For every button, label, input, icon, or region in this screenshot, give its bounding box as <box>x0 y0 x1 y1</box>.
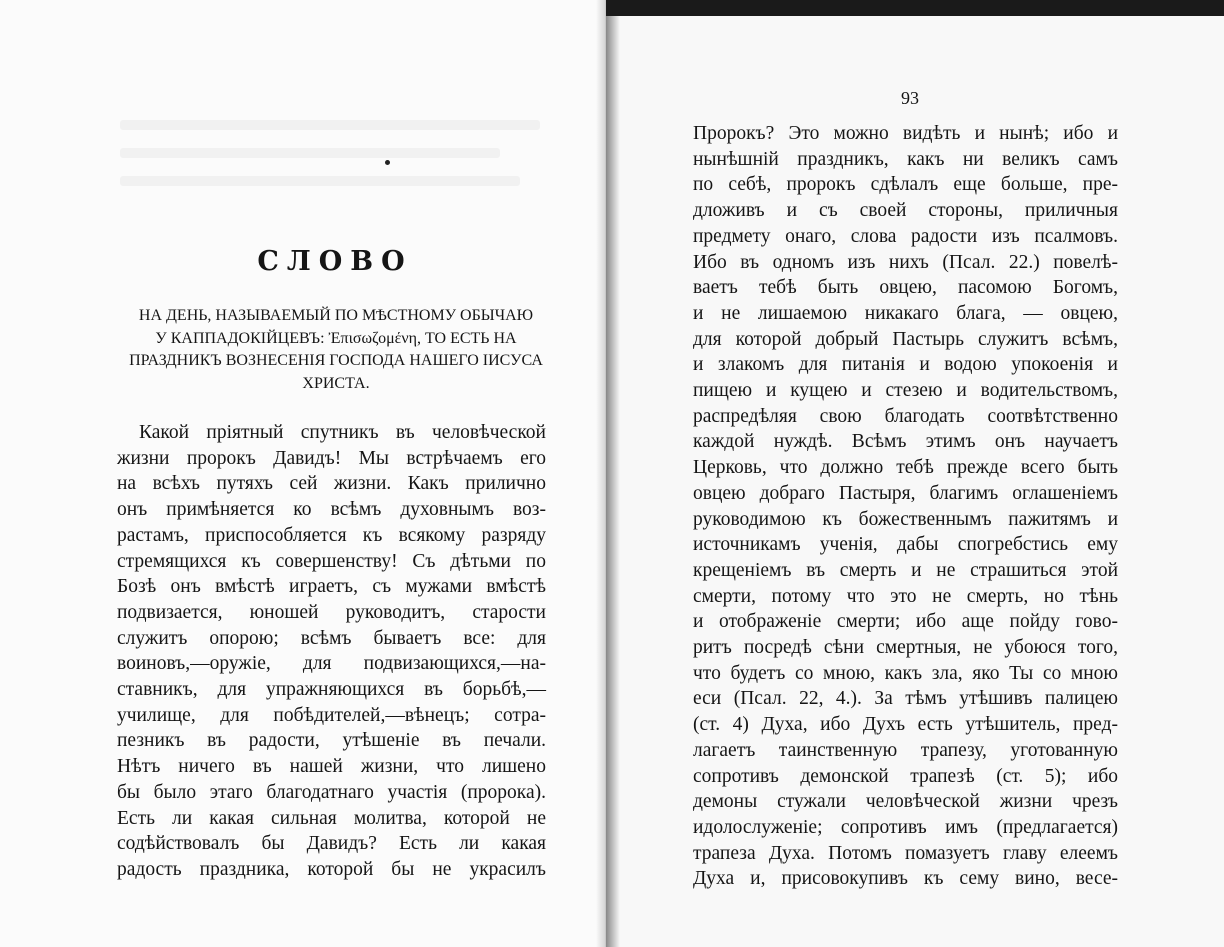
text-line: бы было этаго благодатнаго участія (пророка). <box>117 781 546 803</box>
text-line: Какой пріятный спутникъ въ человѣческой <box>139 422 546 443</box>
subtitle-line: У КАППАДОКІЙЦЕВЪ: Ἐπισωζομένη, ТО ЕСТЬ НА <box>155 329 517 347</box>
text-line: училище, для побѣдителей,—вѣнецъ; сотра- <box>117 704 546 726</box>
text-line: источникамъ ученія, дабы спогребстись ему <box>693 534 1118 556</box>
scan-edge <box>606 0 1224 16</box>
text-line: распредѣляя свою благодать соотвѣтственно <box>693 405 1118 427</box>
text-line: трапеза Духа. Потомъ помазуетъ главу елеемъ <box>693 842 1118 864</box>
text-line: ваетъ тебѣ быть овцею, пасомою Богомъ, <box>693 277 1118 299</box>
text-line: смерти, потому что это не смерть, но тѣнь <box>693 585 1118 607</box>
right-body-text <box>693 121 1118 892</box>
page-number: 93 <box>901 88 919 108</box>
page-title: СЛОВО <box>257 246 413 277</box>
text-line: ставникъ, для упражняющихся въ борьбѣ,— <box>117 679 546 701</box>
text-line: нынѣшній праздникъ, какъ ни великъ самъ <box>693 148 1118 170</box>
text-line: жизни пророкъ Давидъ! Мы встрѣчаемъ его <box>117 447 546 469</box>
text-line: содѣйствовалъ бы Давидъ? Есть ли какая <box>117 833 546 855</box>
text-line: служитъ опорою; всѣмъ бываетъ все: для <box>117 627 546 649</box>
text-line: воиновъ,—оружіе, для подвизающихся,—на- <box>117 653 546 675</box>
text-line: сопротивъ демонской трапезѣ (ст. 5); ибо <box>693 765 1118 787</box>
ink-speck <box>385 160 390 165</box>
text-line: каждой нуждѣ. Всѣмъ этимъ онъ научаетъ <box>693 431 1118 453</box>
text-line: стремящихся къ совершенству! Съ дѣтьми по <box>117 550 546 572</box>
text-line: овцею добраго Пастыря, благимъ оглашеніемъ <box>693 482 1118 504</box>
text-line: пезникъ въ радости, утѣшеніе въ печали. <box>117 730 546 752</box>
sermon-subtitle <box>126 305 546 395</box>
text-line: пищею и кущею и стезею и водительствомъ, <box>693 380 1118 402</box>
text-line: предмету онаго, слова радости изъ псалмовъ. <box>693 225 1118 247</box>
text-line: на всѣхъ путяхъ сей жизни. Какъ прилично <box>117 473 546 495</box>
text-line: и не лишаемою никакаго блага, — овцею, <box>693 302 1118 324</box>
text-line: демоны стужали человѣческой жизни чрезъ <box>693 791 1118 813</box>
left-body-text <box>117 420 546 883</box>
text-line: еси (Псал. 22, 4.). За тѣмъ утѣшивъ палицею <box>693 688 1118 710</box>
subtitle-line: НА ДЕНЬ, НАЗЫВАЕМЫЙ ПО МѢСТНОМУ ОБЫЧАЮ <box>138 307 534 324</box>
text-line: Бозѣ онъ вмѣстѣ играетъ, съ мужами вмѣстѣ <box>117 576 546 598</box>
text-line: ритъ посредѣ сѣни смертныя, не убоюся того, <box>693 637 1118 659</box>
left-page <box>0 0 606 947</box>
bleed-through-ghost <box>120 176 520 186</box>
text-line: идолослуженіе; сопротивъ имъ (предлагается) <box>693 816 1118 838</box>
text-line: и злакомъ для питанія и водою упокоенія и <box>693 354 1118 376</box>
text-line: Нѣтъ ничего въ нашей жизни, что лишено <box>117 756 546 778</box>
text-line: Ибо въ одномъ изъ нихъ (Псал. 22.) повелѣ- <box>693 251 1118 273</box>
bleed-through-ghost <box>120 148 500 158</box>
text-line: Есть ли какая сильная молитва, которой не <box>117 807 546 829</box>
text-line: для которой добрый Пастырь служитъ всѣмъ, <box>693 328 1118 350</box>
text-line: Духа и, присовокупивъ къ сему вино, весе- <box>693 868 1118 890</box>
bleed-through-ghost <box>120 120 540 130</box>
text-line: по себѣ, пророкъ сдѣлалъ еще больше, пре- <box>693 174 1118 196</box>
text-line: руководимою къ божественнымъ пажитямъ и <box>693 508 1118 530</box>
text-line: что будетъ со мною, какъ зла, яко Ты со мною <box>693 662 1118 684</box>
text-line: дложивъ и съ своей стороны, приличныя <box>693 200 1118 222</box>
text-line: (ст. 4) Духа, ибо Духъ есть утѣшитель, пред- <box>693 714 1118 736</box>
text-line: лагаетъ таинственную трапезу, уготованную <box>693 739 1118 761</box>
text-line: подвизается, юношей руководитъ, старости <box>117 601 546 623</box>
text-line: Пророкъ? Это можно видѣть и нынѣ; ибо и <box>693 123 1118 144</box>
page-shadow <box>606 16 620 947</box>
text-line: радость праздника, которой бы не украсилъ <box>117 858 546 880</box>
text-line: крещеніемъ въ смерть и не страшиться этой <box>693 559 1118 581</box>
text-line: и отображеніе смерти; ибо аще пойду гово- <box>693 611 1118 633</box>
text-line: Церковь, что должно тебѣ прежде всего быть <box>693 457 1118 479</box>
text-line: растамъ, приспособляется къ всякому разряду <box>117 524 546 546</box>
subtitle-line: ХРИСТА. <box>302 374 370 392</box>
subtitle-line: ПРАЗДНИКЪ ВОЗНЕСЕНІЯ ГОСПОДА НАШЕГО ІИСУСА <box>129 352 543 369</box>
text-line: онъ примѣняется ко всѣмъ духовнымъ воз- <box>117 499 546 521</box>
